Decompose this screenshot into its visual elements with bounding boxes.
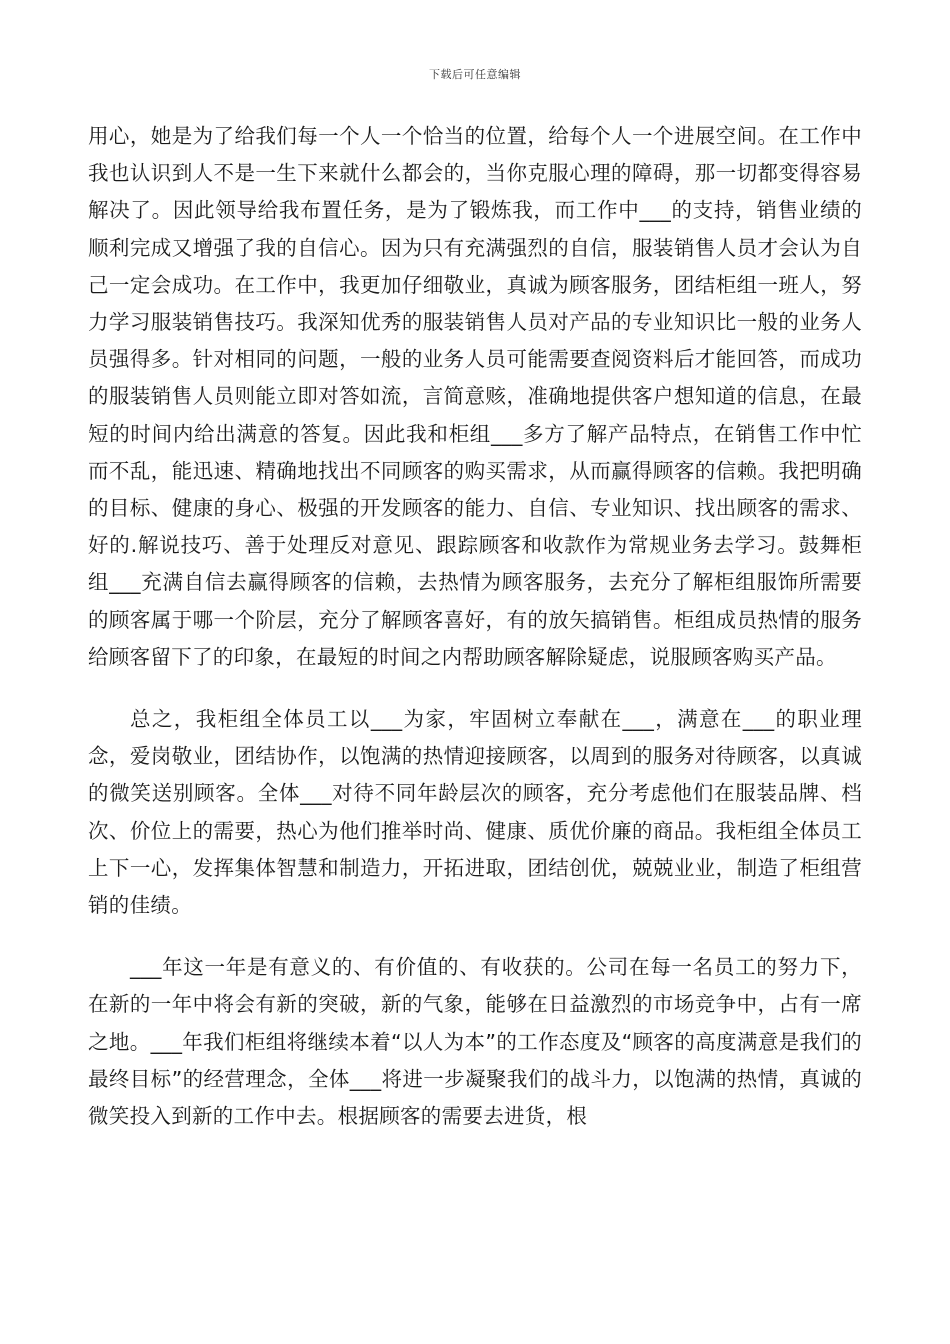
page-header: 下载后可任意编辑	[429, 68, 521, 81]
paragraph-3: ___年这一年是有意义的、有价值的、有收获的。公司在每一名员工的努力下，在新的一年中将会有新的突破，新的气象，能够在日益激烈的市场竞争中，占有一席之地。___年我们柜组将继续本着“以人为本”的工作态度及“顾客的高度满意是我们的最终目标”的经营理念，全体___将进一步凝聚我们的战斗力，以饱满的热情，真诚的微笑投入到新的工作中去。根据顾客的需要去进货，根	[88, 955, 862, 1129]
paragraph-2: 总之，我柜组全体员工以___为家，牢固树立奉献在___，满意在___的职业理念，爱岗敬业，团结协作，以饱满的热情迎接顾客，以周到的服务对待顾客，以真诚的微笑送别顾客。全体___对待不同年龄层次的顾客，充分考虑他们在服装品牌、档次、价位上的需要，热心为他们推举时尚、健康、质优价廉的商品。我柜组全体员工上下一心，发挥集体智慧和制造力，开拓进取，团结创优，兢兢业业，制造了柜组营销的佳绩。	[88, 707, 862, 918]
document-body	[88, 118, 862, 1135]
paragraph-1: 用心，她是为了给我们每一个人一个恰当的位置，给每个人一个进展空间。在工作中我也认识到人不是一生下来就什么都会的，当你克服心理的障碍，那一切都变得容易解决了。因此领导给我布置任务，是为了锻炼我，而工作中___的支持，销售业绩的顺利完成又增强了我的自信心。因为只有充满强烈的自信，服装销售人员才会认为自己一定会成功。在工作中，我更加仔细敬业，真诚为顾客服务，团结柜组一班人，努力学习服装销售技巧。我深知优秀的服装销售人员对产品的专业知识比一般的业务人员强得多。针对相同的问题，一般的业务人员可能需要查阅资料后才能回答，而成功的服装销售人员则能立即对答如流，言简意赅，准确地提供客户想知道的信息，在最短的时间内给出满意的答复。因此我和柜组___多方了解产品特点，在销售工作中忙而不乱，能迅速、精确地找出不同顾客的购买需求，从而赢得顾客的信赖。我把明确的目标、健康的身心、极强的开发顾客的能力、自信、专业知识、找出顾客的需求、好的.解说技巧、善于处理反对意见、跟踪顾客和收款作为常规业务去学习。鼓舞柜组___充满自信去赢得顾客的信赖，去热情为顾客服务，去充分了解柜组服饰所需要的顾客属于哪一个阶层，充分了解顾客喜好，有的放矢搞销售。柜组成员热情的服务给顾客留下了的印象，在最短的时间之内帮助顾客解除疑虑，说服顾客购买产品。	[88, 124, 862, 669]
